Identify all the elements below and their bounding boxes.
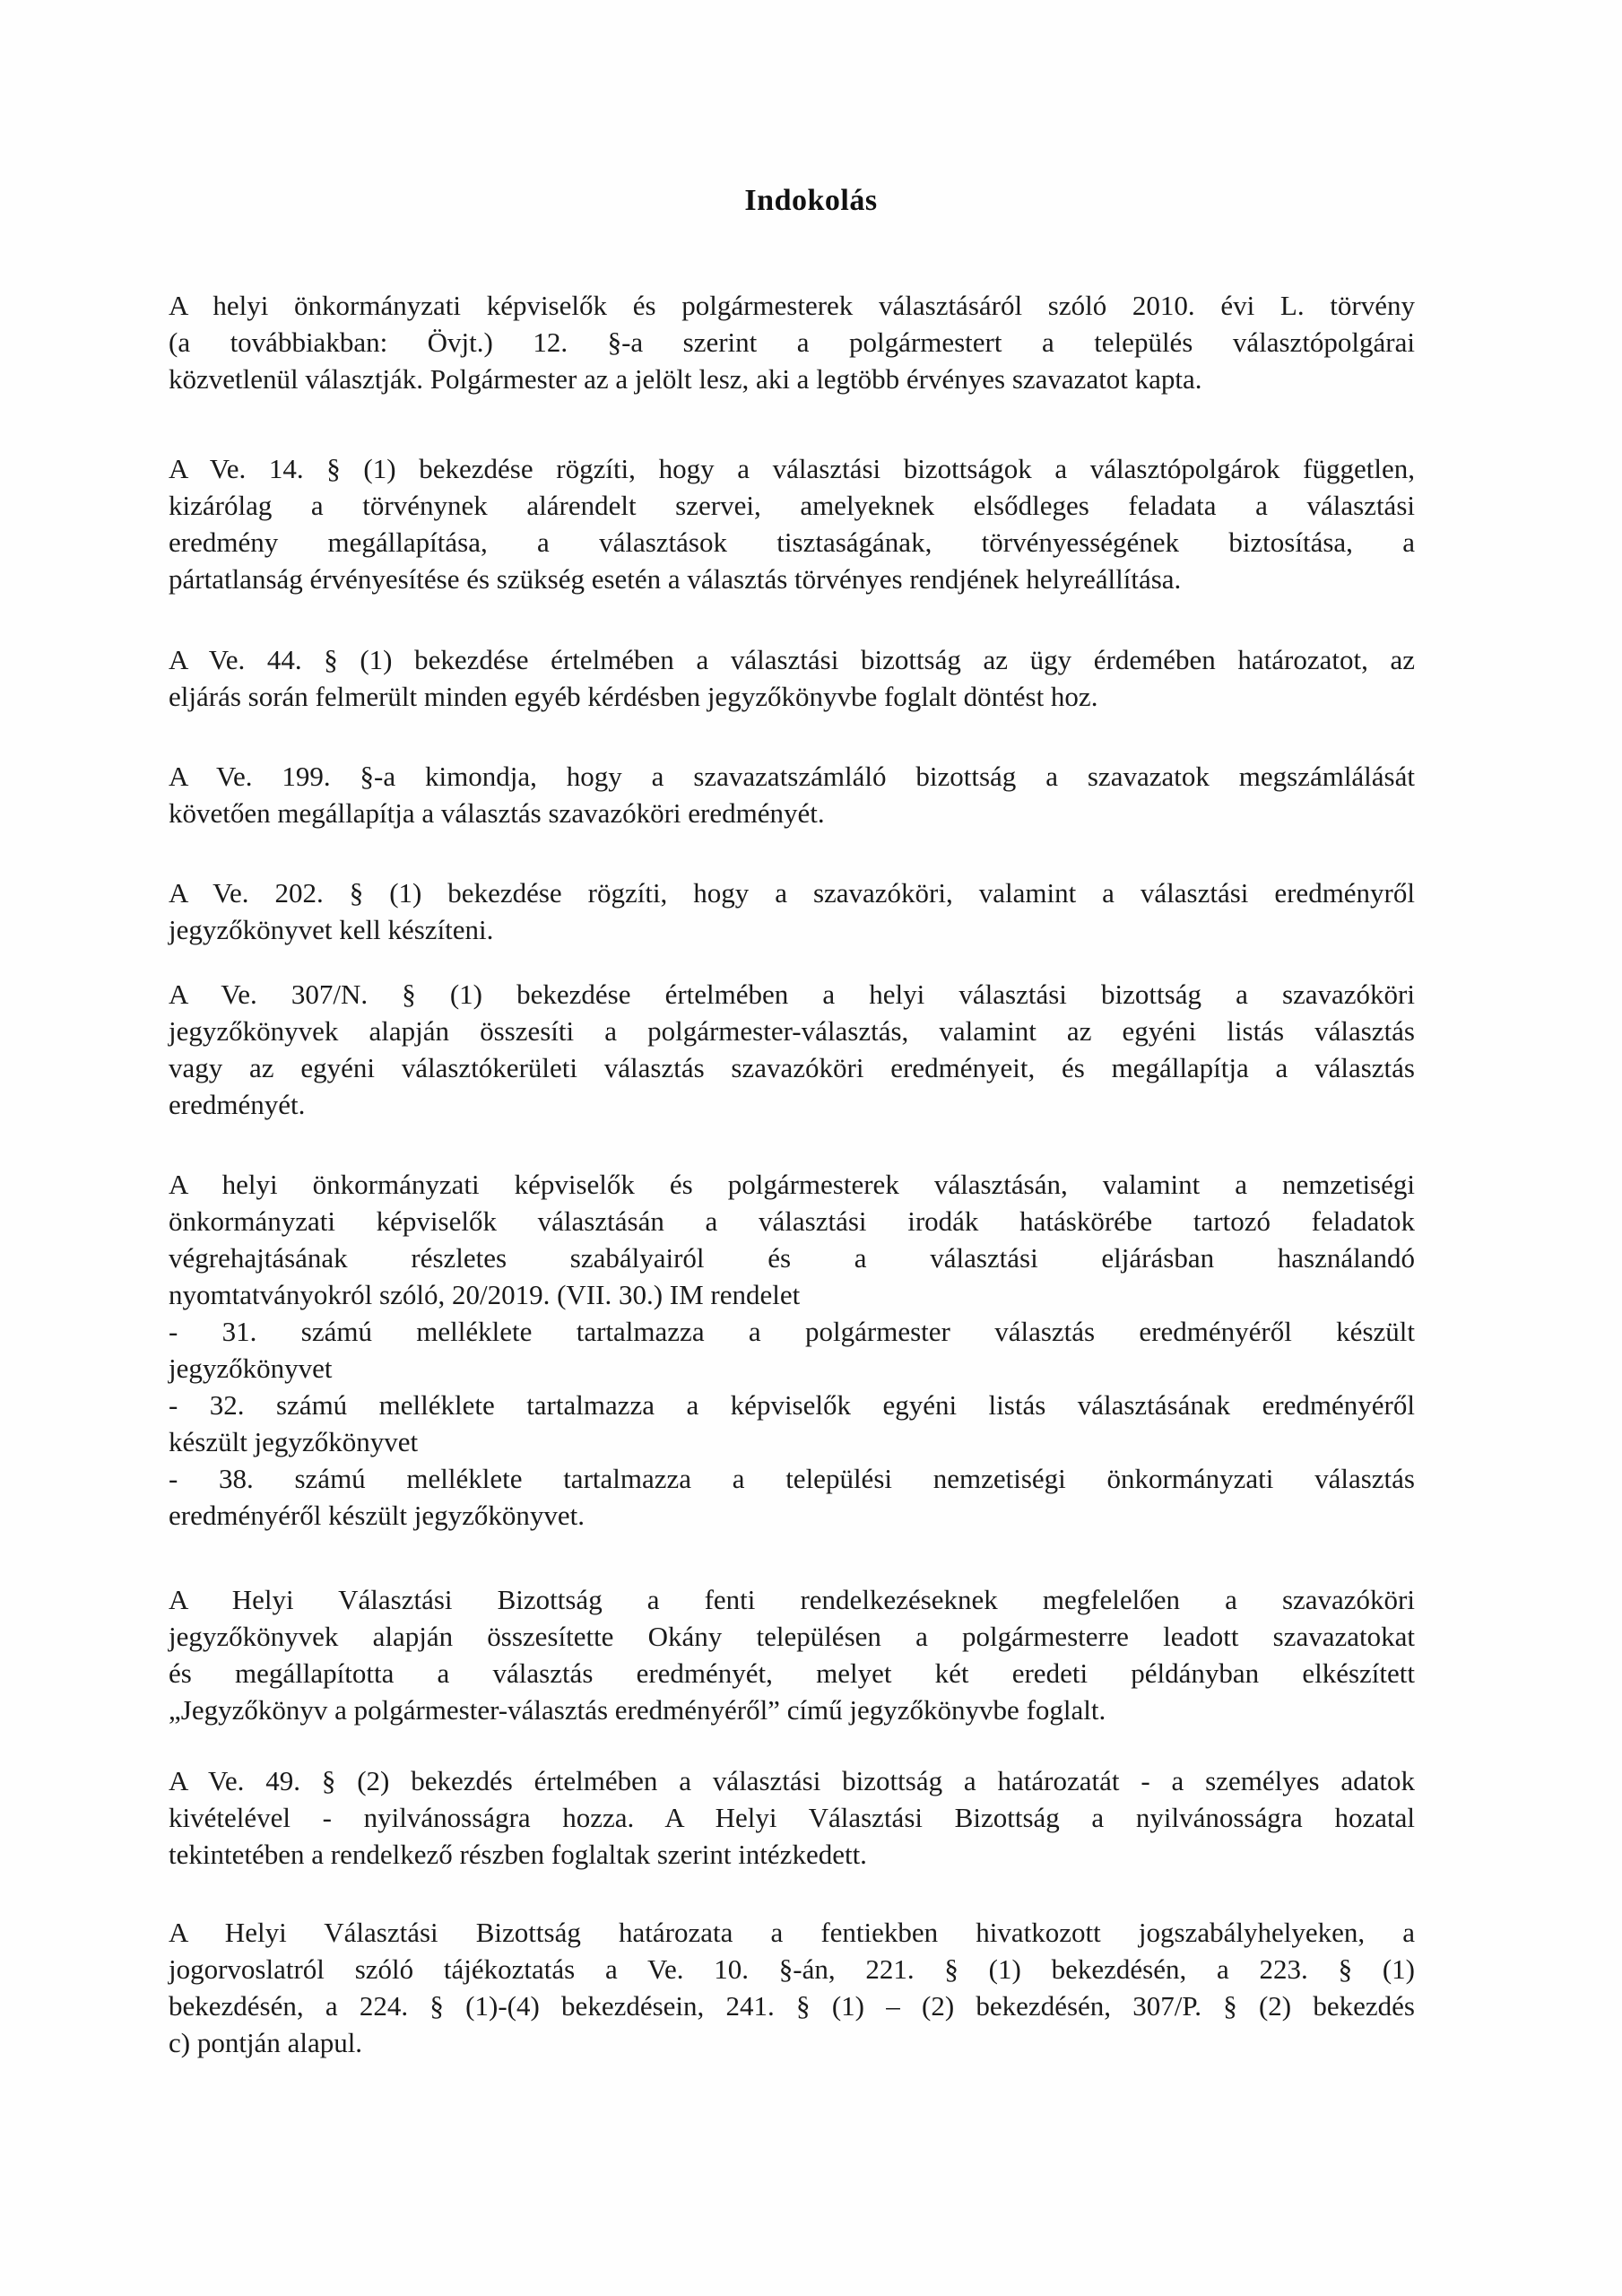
text-line: eredményéről készült jegyzőkönyvet. [169, 1500, 585, 1531]
text-line: jegyzőkönyvek alapján összesíti a polgármester-választás, valamint az egyéni listás választás [169, 1015, 1415, 1047]
text-line: pártatlanság érvényesítése és szükség esetén a választás törvényes rendjének helyreállítása. [169, 563, 1182, 595]
text-line: A Helyi Választási Bizottság a fenti rendelkezéseknek megfelelően a szavazóköri [169, 1584, 1415, 1615]
paragraph-ve-14 [169, 450, 1415, 597]
text-line: (a továbbiakban: Övjt.) 12. §-a szerint a polgármestert a település választópolgárai [169, 326, 1415, 358]
text-line: A helyi önkormányzati képviselők és polgármesterek választásán, valamint a nemzetiségi [169, 1169, 1415, 1200]
text-line: jogorvoslatról szóló tájékoztatás a Ve. 10. §-án, 221. § (1) bekezdésén, a 223. § (1) [169, 1953, 1415, 1985]
text-line: és megállapította a választás eredményét, melyet két eredeti példányban elkészített [169, 1657, 1415, 1689]
text-line: kizárólag a törvénynek alárendelt szervei, amelyeknek elsődleges feladata a választási [169, 490, 1415, 521]
list-item-31: - 31. számú melléklete tartalmazza a polgármester választás eredményéről készült [169, 1316, 1415, 1347]
text-line: követően megállapítja a választás szavazóköri eredményét. [169, 797, 825, 829]
text-line: eljárás során felmerült minden egyéb kérdésben jegyzőkönyvbe foglalt döntést hoz. [169, 681, 1098, 712]
text-line: kivételével - nyilvánosságra hozza. A Helyi Választási Bizottság a nyilvánosságra hozatal [169, 1802, 1415, 1833]
text-line: nyomtatványokról szóló, 20/2019. (VII. 30.) IM rendelet [169, 1279, 801, 1310]
text-line: készült jegyzőkönyvet [169, 1426, 419, 1457]
text-line: A Ve. 199. §-a kimondja, hogy a szavazatszámláló bizottság a szavazatok megszámlálását [169, 761, 1415, 792]
text-line: közvetlenül választják. Polgármester az a jelölt lesz, aki a legtöbb érvényes szavazatot kapta. [169, 363, 1202, 395]
text-line: tekintetében a rendelkező részben foglaltak szerint intézkedett. [169, 1839, 867, 1870]
list-item-32: - 32. számú melléklete tartalmazza a képviselők egyéni listás választásának eredményéről [169, 1389, 1415, 1421]
document-title: Indokolás [744, 184, 878, 217]
text-line: vagy az egyéni választókerületi választás szavazóköri eredményeit, és megállapítja a választás [169, 1052, 1415, 1083]
text-line: c) pontján alapul. [169, 2027, 363, 2058]
list-item-38: - 38. számú melléklete tartalmazza a települési nemzetiségi önkormányzati választás [169, 1463, 1415, 1494]
text-line: önkormányzati képviselők választásán a választási irodák hatáskörébe tartozó feladatok [169, 1205, 1415, 1237]
text-line: A helyi önkormányzati képviselők és polgármesterek választásáról szóló 2010. évi L. törvény [169, 290, 1415, 321]
text-line: A Ve. 14. § (1) bekezdése rögzíti, hogy a választási bizottságok a választópolgárok független, [169, 453, 1415, 484]
text-line: eredményét. [169, 1089, 306, 1120]
paragraph-hvb-osszesites [169, 1581, 1415, 1728]
text-line: jegyzőkönyvet kell készíteni. [169, 914, 494, 945]
text-line: „Jegyzőkönyv a polgármester-választás eredményéről” című jegyzőkönyvbe foglalt. [169, 1694, 1106, 1726]
paragraph-ve-49 [169, 1762, 1415, 1873]
text-line: bekezdésén, a 224. § (1)-(4) bekezdésein, 241. § (1) – (2) bekezdésén, 307/P. § (2) bekezdés [169, 1990, 1415, 2022]
paragraph-ve-307n [169, 976, 1415, 1123]
paragraph-ve-202 [169, 874, 1415, 948]
paragraph-jogalap [169, 1914, 1415, 2061]
text-line: jegyzőkönyvet [169, 1352, 333, 1384]
paragraph-ve-199 [169, 758, 1415, 831]
text-line: A Ve. 307/N. § (1) bekezdése értelmében a helyi választási bizottság a szavazóköri [169, 978, 1415, 1010]
text-line: A Ve. 202. § (1) bekezdése rögzíti, hogy a szavazóköri, valamint a választási eredményről [169, 877, 1415, 909]
text-line: jegyzőkönyvek alapján összesítette Okány településen a polgármesterre leadott szavazatokat [169, 1621, 1415, 1652]
paragraph-ovjt [169, 287, 1415, 397]
paragraph-ve-44 [169, 641, 1415, 715]
text-line: A Ve. 49. § (2) bekezdés értelmében a választási bizottság a határozatát - a személyes adatok [169, 1765, 1415, 1796]
text-line: eredmény megállapítása, a választások tisztaságának, törvényességének biztosítása, a [169, 526, 1415, 558]
paragraph-im-rendelet [169, 1166, 1415, 1534]
text-line: A Ve. 44. § (1) bekezdése értelmében a választási bizottság az ügy érdemében határozatot, az [169, 644, 1415, 675]
text-line: A Helyi Választási Bizottság határozata a fentiekben hivatkozott jogszabályhelyeken, a [169, 1917, 1415, 1948]
text-line: végrehajtásának részletes szabályairól és a választási eljárásban használandó [169, 1242, 1415, 1274]
